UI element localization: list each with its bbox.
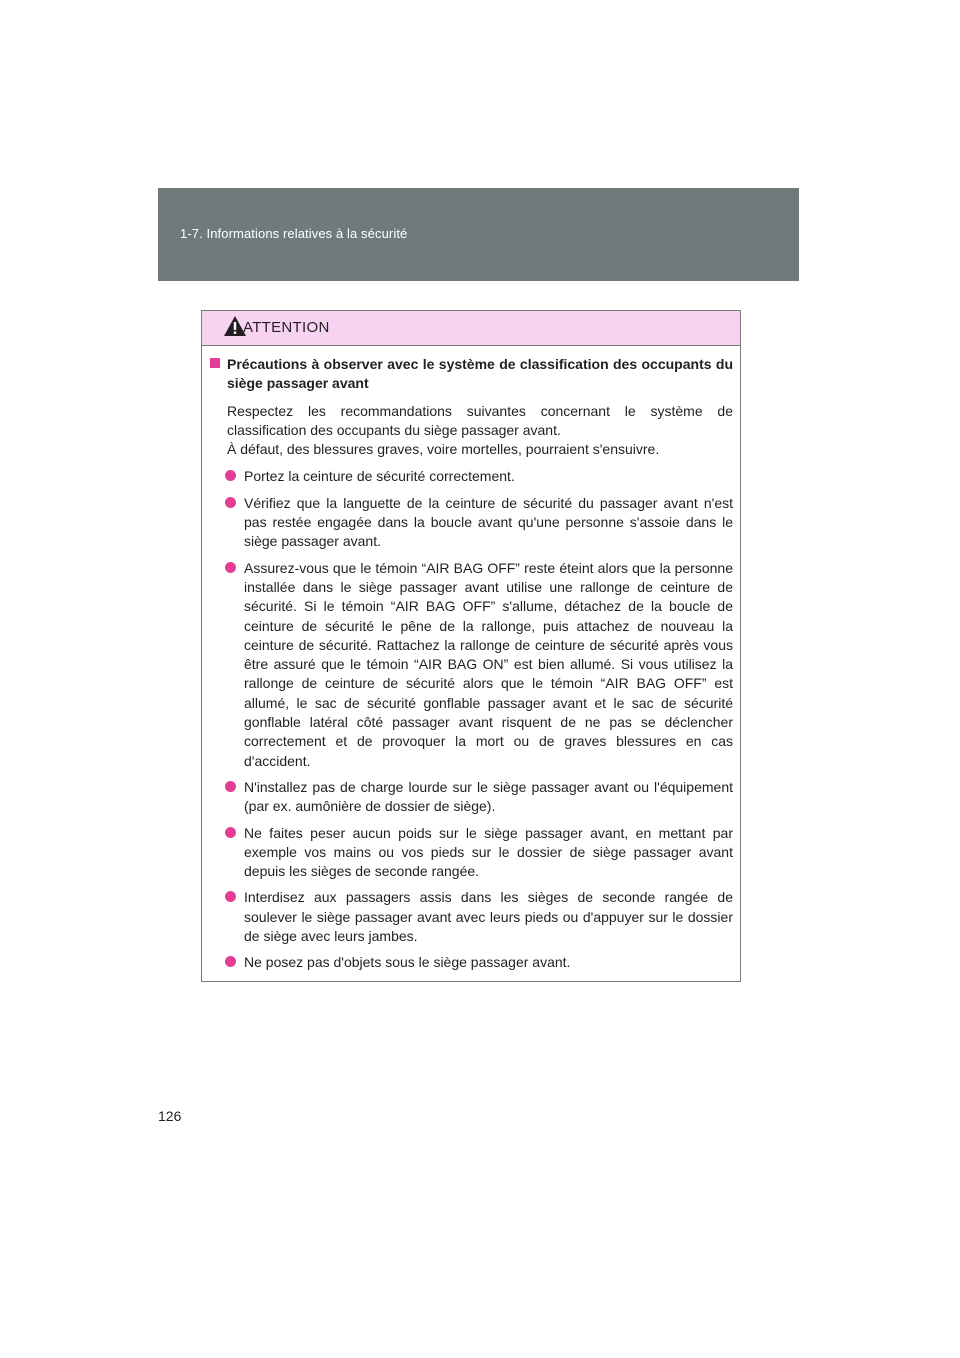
circle-bullet-icon (225, 470, 236, 481)
page-number: 126 (158, 1108, 182, 1124)
intro-line-1: Respectez les recommandations suivantes concernant le système de classification des occupants du siège passager avant. (227, 402, 733, 438)
bullet-text: Vérifiez que la languette de la ceinture de sécurité du passager avant n'est pas restée engagée dans la boucle avant qu'une personne s'assoie dans le siège passager avant. (244, 494, 733, 550)
bullet-text: Interdisez aux passagers assis dans les sièges de seconde rangée de soulever le siège passager avant avec leurs pieds ou d'appuyer sur le dossier de siège avec leurs jambes. (244, 889, 733, 945)
attention-body (202, 346, 740, 973)
circle-bullet-icon (225, 827, 236, 838)
bullet-text: Ne posez pas d'objets sous le siège passager avant. (244, 954, 571, 971)
bullet-list (210, 467, 733, 972)
bullet-item (210, 824, 733, 882)
circle-bullet-icon (225, 781, 236, 792)
bullet-text: Portez la ceinture de sécurité correctement. (244, 468, 515, 485)
attention-label: ATTENTION (243, 319, 330, 336)
attention-header (202, 311, 740, 346)
bullet-item (210, 494, 733, 552)
attention-box (201, 310, 741, 982)
circle-bullet-icon (225, 497, 236, 508)
circle-bullet-icon (225, 956, 236, 967)
topic-heading (210, 355, 733, 394)
intro-paragraph (210, 402, 733, 460)
bullet-text: Assurez-vous que le témoin “AIR BAG OFF” reste éteint alors que la personne installée dans le siège passager avant utilise une rallonge de ceinture de sécurité. Si le témoin “AIR BAG OFF” s'allume, détachez de la boucle de ceinture de sécurité le pêne de la rallonge, puis attachez de nouveau la ceinture de sécurité. Rattachez la rallonge de ceinture de sécurité après vous être assuré que le témoin “AIR BAG ON” est bien allumé. Si vous utilisez la rallonge de ceinture de sécurité alors que le témoin “AIR BAG OFF” est allumé, le sac de sécurité gonflable passager avant et le sac de sécurité gonflable latéral côté passager avant risquent de ne pas se déclencher correctement et de provoquer la mort ou de graves blessures en cas d'accident. (244, 559, 733, 769)
section-header-band (158, 188, 799, 281)
topic-text: Précautions à observer avec le système de classification des occupants du siège passager avant (227, 356, 733, 392)
circle-bullet-icon (225, 562, 236, 573)
square-bullet-icon (210, 358, 220, 368)
bullet-text: Ne faites peser aucun poids sur le siège passager avant, en mettant par exemple vos mains ou vos pieds sur le dossier de siège passager avant depuis les sièges de seconde rangée. (244, 824, 733, 880)
circle-bullet-icon (225, 891, 236, 902)
bullet-item (210, 888, 733, 946)
bullet-item (210, 778, 733, 817)
bullet-item (210, 467, 733, 486)
intro-line-2: À défaut, des blessures graves, voire mortelles, pourraient s'ensuivre. (227, 441, 660, 458)
bullet-text: N'installez pas de charge lourde sur le siège passager avant ou l'équipement (par ex. aumônière de dossier de siège). (244, 778, 733, 815)
section-title: 1-7. Informations relatives à la sécurité (180, 226, 408, 241)
bullet-item (210, 953, 733, 972)
bullet-item (210, 559, 733, 771)
